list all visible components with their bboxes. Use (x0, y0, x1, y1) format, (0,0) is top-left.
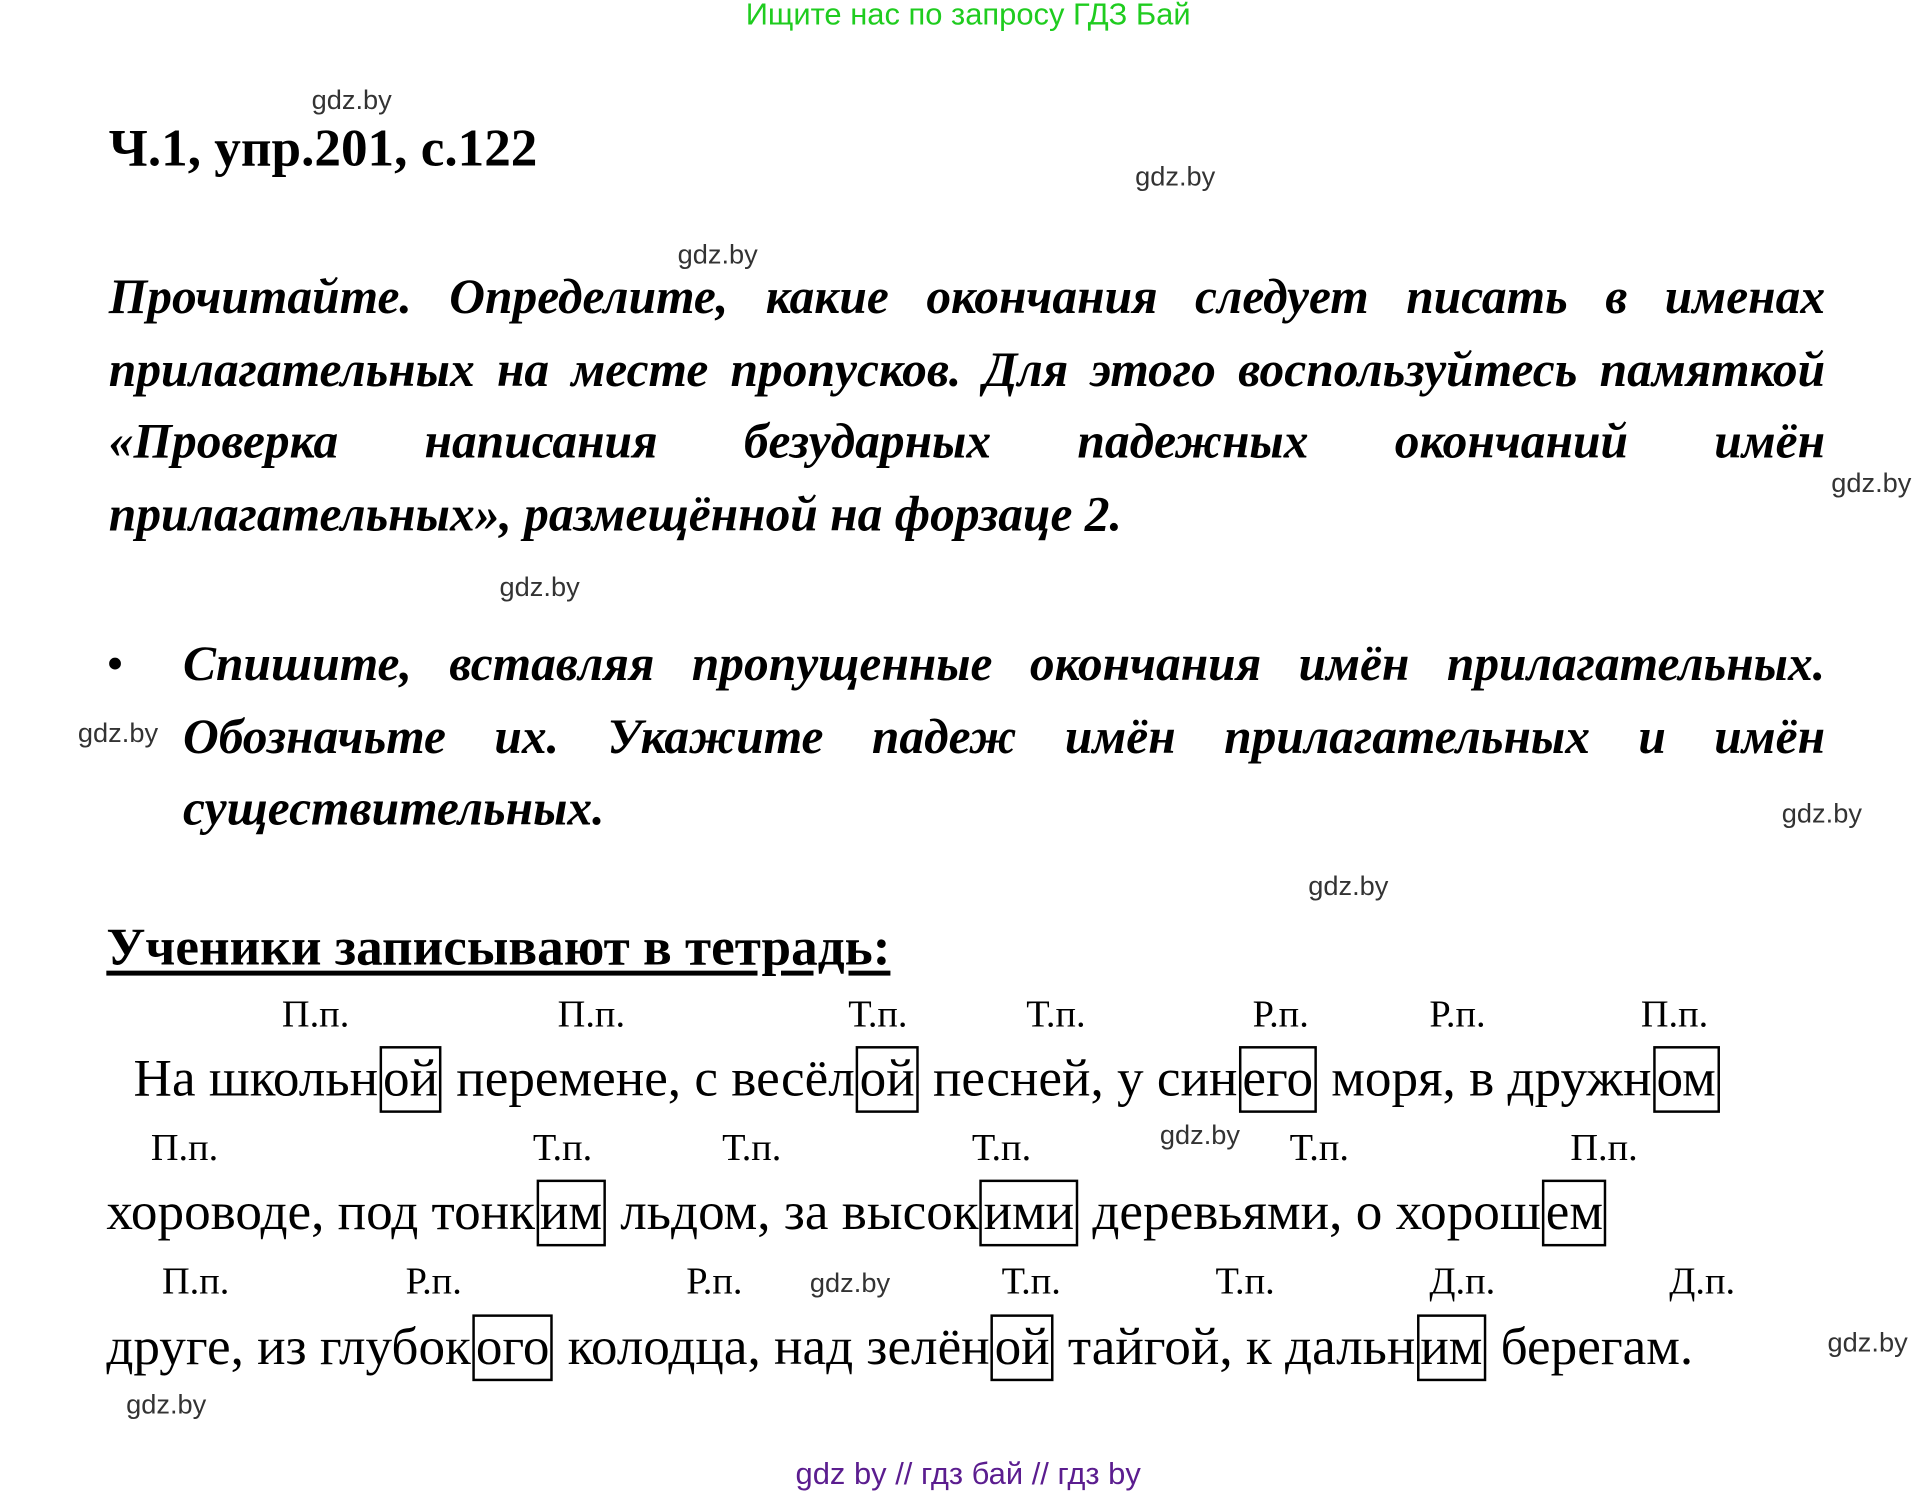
case-label: Т.п. (1001, 1258, 1061, 1303)
watermark: gdz.by (126, 1388, 207, 1420)
case-label: Т.п. (1289, 1125, 1349, 1169)
case-label: П.п. (1640, 991, 1709, 1035)
sentence-text: песней, у син (919, 1049, 1238, 1108)
sentence-text: На школьн (133, 1049, 379, 1108)
highlighted-ending: его (1239, 1046, 1317, 1113)
case-label: Р.п. (1429, 991, 1486, 1035)
answer-heading: Ученики записывают в тетрадь: (106, 918, 891, 977)
case-label: Р.п. (405, 1258, 462, 1303)
watermark: gdz.by (1135, 160, 1216, 192)
case-label: Т.п. (971, 1125, 1032, 1169)
sentence-text: моря, в дружн (1317, 1049, 1652, 1108)
case-label: Р.п. (1252, 991, 1309, 1035)
case-label: П.п. (281, 991, 350, 1035)
case-label: Т.п. (848, 991, 908, 1035)
watermark: gdz.by (499, 571, 580, 603)
watermark: gdz.by (311, 84, 392, 115)
highlighted-ending: ого (472, 1314, 553, 1381)
instruction-text: Прочитайте. Определите, какие окончания следует писать в именах прилагательных на месте пропусков. Для этого воспользуйтесь памяткой «Проверка написания безударных падежных окончаний имён прилагательных», размещённой на форзаце 2. (108, 268, 1826, 541)
sentence-text: деревьями, о хорош (1079, 1183, 1541, 1242)
highlighted-ending: ом (1653, 1046, 1720, 1113)
watermark: gdz.by (1781, 797, 1862, 829)
highlighted-ending: ой (856, 1046, 918, 1113)
highlighted-ending: им (536, 1180, 606, 1247)
search-banner: Ищите нас по запросу ГДЗ Бай (745, 0, 1191, 33)
case-label: П.п. (150, 1125, 219, 1169)
answer-line (106, 1178, 1608, 1246)
highlighted-ending: ой (379, 1046, 441, 1113)
sentence-text: тайгой, к дальн (1054, 1318, 1416, 1377)
sentence-text: берегам. (1487, 1318, 1694, 1377)
answer-line (106, 1313, 1693, 1381)
case-label: Р.п. (686, 1258, 743, 1303)
exercise-title: Ч.1, упр.201, с.122 (108, 119, 538, 179)
sentence-text: льдом, за высок (606, 1183, 979, 1242)
case-label: Т.п. (722, 1125, 782, 1169)
bullet-icon: • (106, 635, 124, 692)
watermark: gdz.by (1308, 870, 1389, 902)
case-label: Д.п. (1669, 1258, 1736, 1303)
task-text: Спишите, вставляя пропущенные окончания имён прилагательных. Обозначьте их. Укажите падеж имён прилагательных и имён существительных. (183, 635, 1826, 836)
case-label: Д.п. (1429, 1258, 1496, 1303)
sentence-text: хороводе, под тонк (106, 1183, 535, 1242)
sentence-text: перемене, с весёл (442, 1049, 855, 1108)
highlighted-ending: ими (980, 1180, 1078, 1247)
watermark: gdz.by (77, 717, 159, 749)
watermark: gdz.by (677, 238, 758, 270)
highlighted-ending: им (1417, 1314, 1487, 1381)
watermark: gdz.by (1831, 467, 1912, 499)
sentence-text: колодца, над зелён (554, 1318, 990, 1377)
watermark: gdz.by (809, 1267, 891, 1299)
case-label: П.п. (557, 991, 626, 1035)
watermark: gdz.by (1159, 1119, 1240, 1150)
watermark: gdz.by (1827, 1326, 1908, 1358)
case-label: Т.п. (1026, 991, 1086, 1035)
highlighted-ending: ой (991, 1314, 1053, 1381)
case-label: Т.п. (1215, 1258, 1275, 1303)
case-label: Т.п. (532, 1125, 593, 1169)
answer-line (134, 1045, 1721, 1113)
sentence-text: друге, из глубок (106, 1318, 471, 1377)
footer-links: gdz by // гдз бай // гдз by (795, 1456, 1141, 1492)
highlighted-ending: ем (1542, 1180, 1607, 1247)
case-label: П.п. (1570, 1125, 1638, 1169)
case-label: П.п. (161, 1258, 230, 1303)
